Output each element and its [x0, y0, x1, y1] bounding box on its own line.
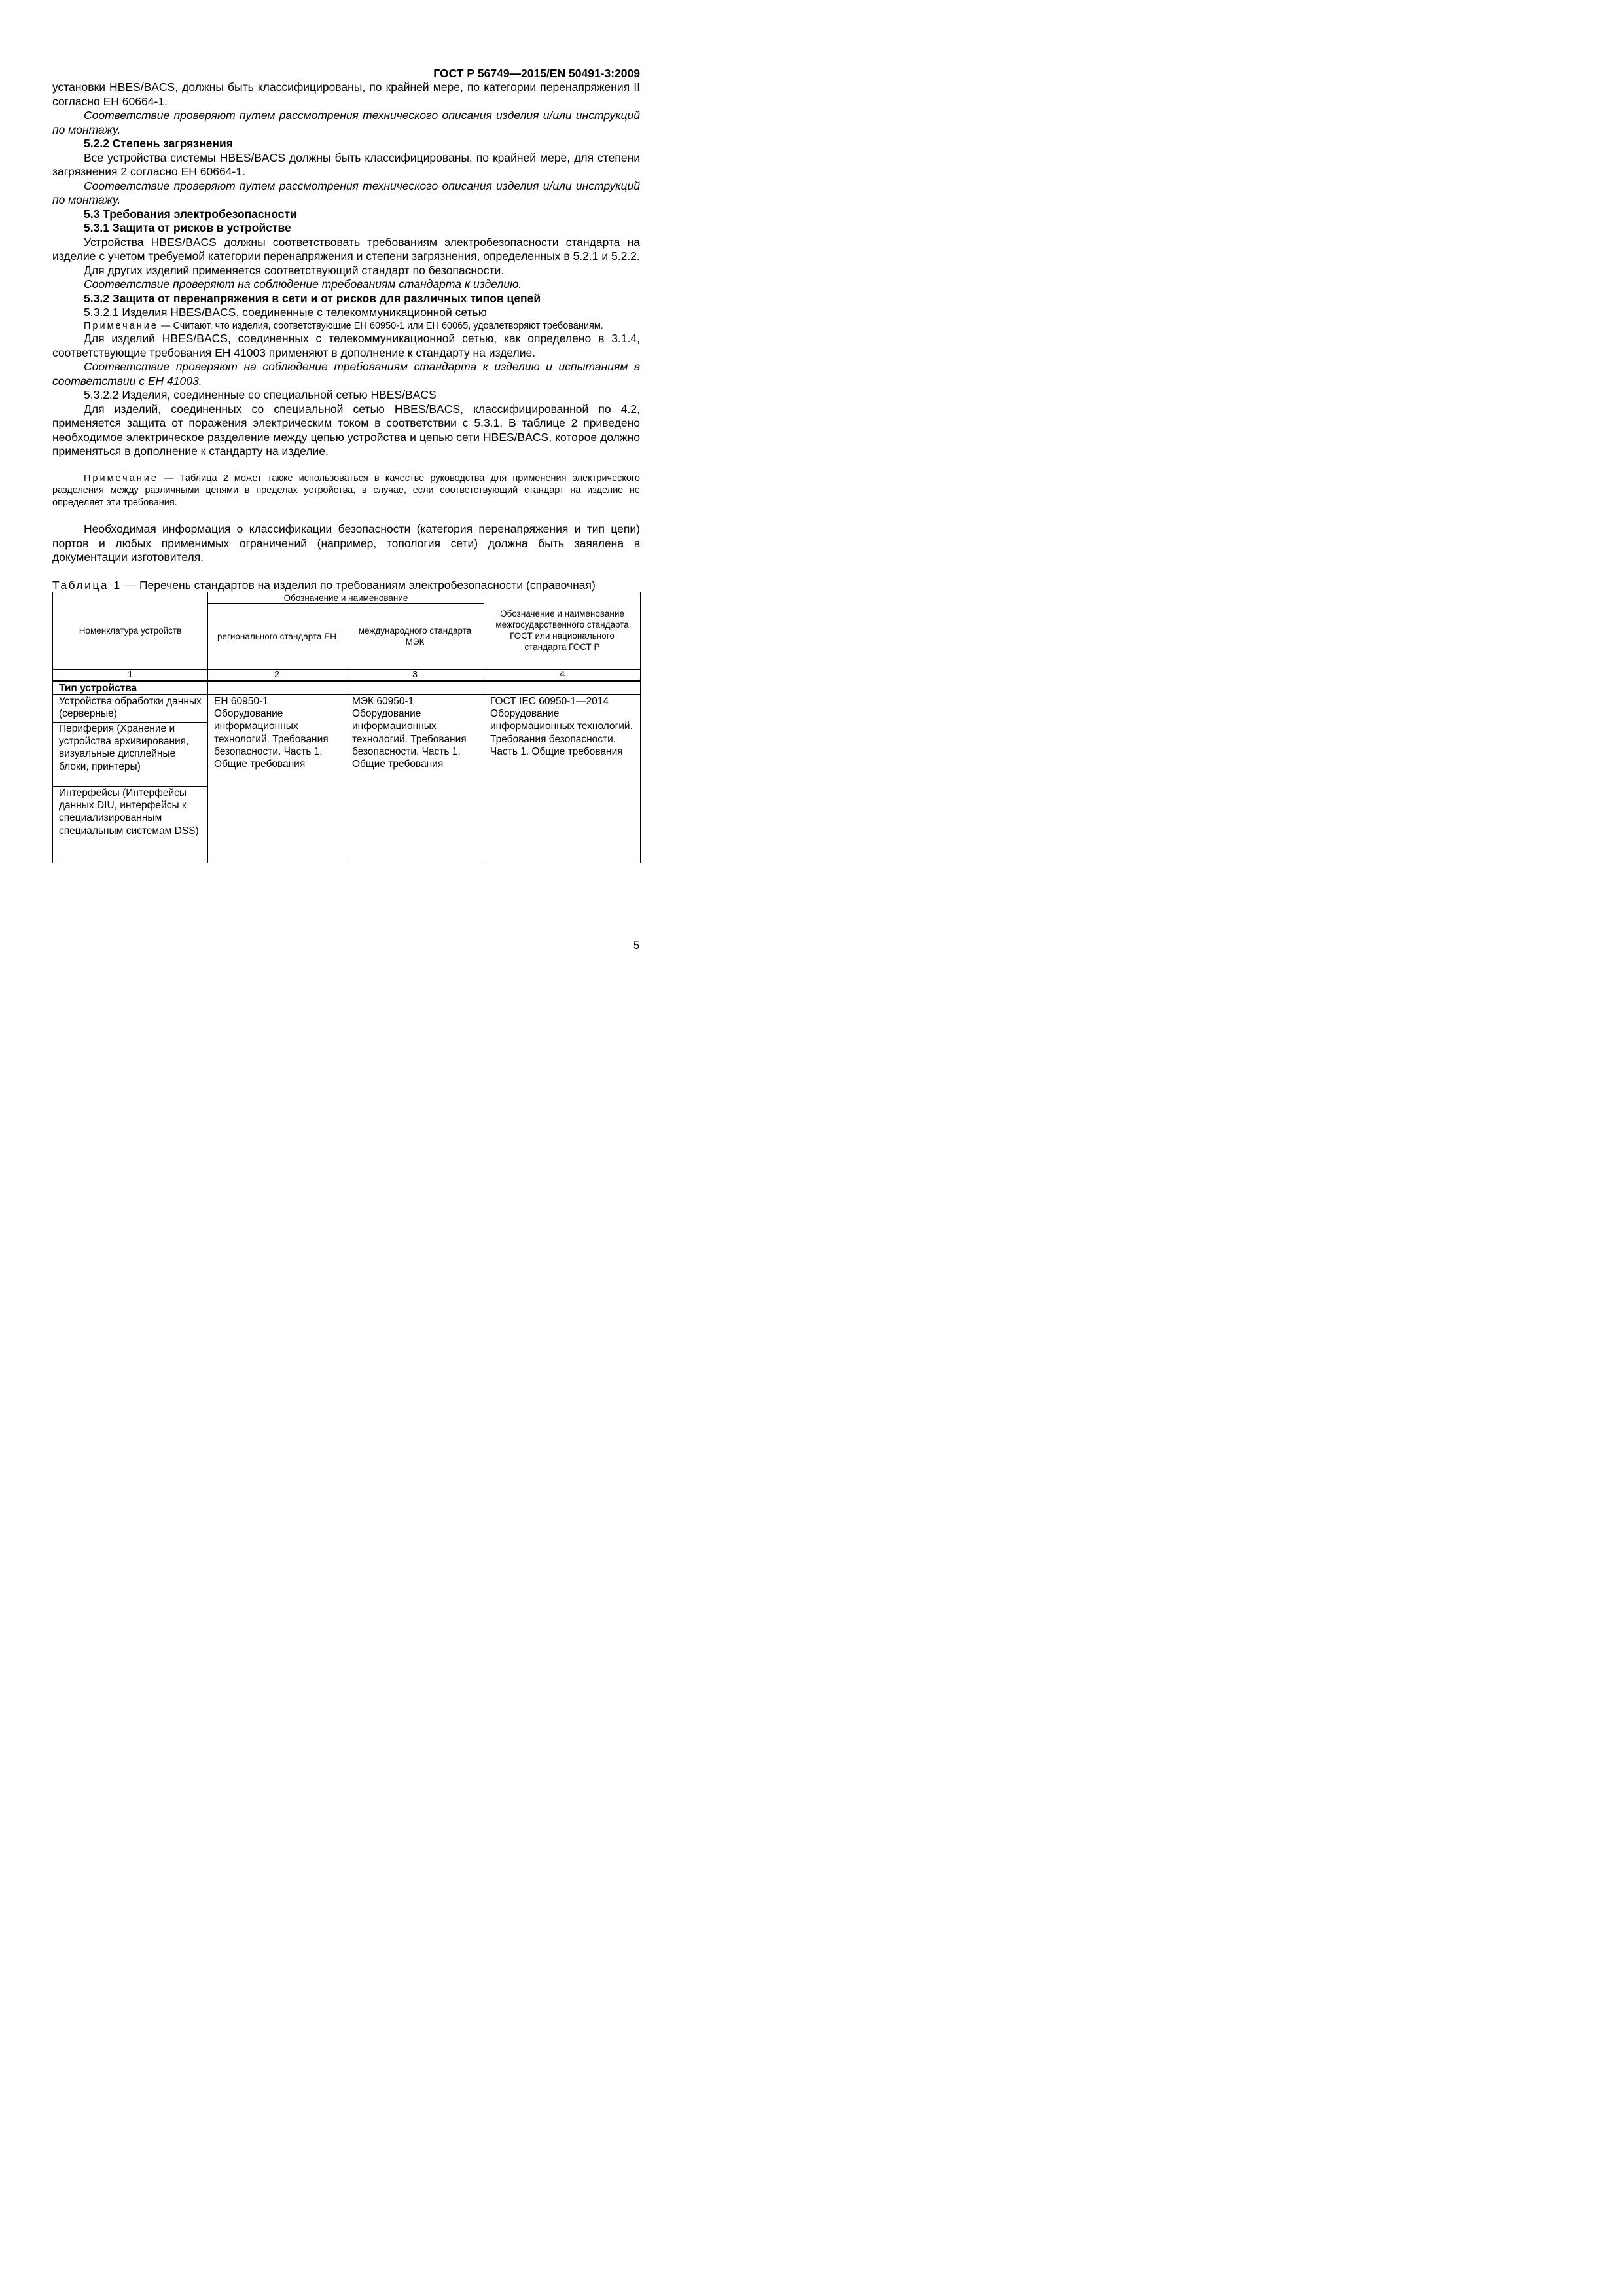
paragraph: установки HBES/BACS, должны быть классифицированы, по крайней мере, по категории перенапряжения II согласно ЕН 60664-1. [52, 81, 640, 108]
note [52, 320, 640, 332]
device-cell: Устройства обработки данных (серверные) [53, 694, 208, 722]
paragraph: Для других изделий применяется соответствующий стандарт по безопасности. [84, 263, 505, 277]
en-standard-cell: ЕН 60950-1 Оборудование информационных технологий. Требования безопасности. Часть 1. Общие требования [208, 694, 346, 863]
iec-standard-cell: МЭК 60950-1 Оборудование информационных технологий. Требования безопасности. Часть 1. Общие требования [346, 694, 484, 863]
empty-cell [346, 681, 484, 694]
col-header-group: Обозначение и наименование [208, 592, 484, 603]
spacer [52, 459, 640, 473]
paragraph: Необходимая информация о классификации безопасности (категория перенапряжения и тип цепи) портов и любых применимых ограничений (например, топология сети) должна быть заявлена в документации изготовителя. [52, 522, 640, 564]
col-number: 2 [208, 669, 346, 681]
spacer [52, 509, 640, 522]
col-number: 1 [53, 669, 208, 681]
paragraph: Для изделий, соединенных со специальной сетью HBES/BACS, классифицированной по 4.2, применяется защита от поражения электрическим током в соответствии с 5.3.1. В таблице 2 приведено необходимое электрическое разделение между цепью устройства и цепью сети HBES/BACS, которое должно применяться в дополнение к стандарту на изделие. [52, 402, 640, 457]
section-heading-5-2-2: 5.2.2 Степень загрязнения [84, 137, 233, 150]
page-content [52, 66, 640, 863]
section-heading-5-3-1: 5.3.1 Защита от рисков в устройстве [84, 221, 291, 234]
document-code: ГОСТ Р 56749—2015/EN 50491-3:2009 [433, 67, 640, 80]
paragraph: Все устройства системы HBES/BACS должны быть классифицированы, по крайней мере, для степени загрязнения 2 согласно ЕН 60664-1. [52, 151, 640, 178]
compliance-paragraph: Соответствие проверяют на соблюдение требованиям стандарта к изделию. [84, 278, 522, 291]
paragraph: Устройства HBES/BACS должны соответствовать требованиям электробезопасности стандарта на изделие с учетом требуемой категории перенапряжения и степени загрязнения, определенных в 5.2.1 и 5.2.2. [52, 235, 640, 262]
col-number: 3 [346, 669, 484, 681]
table-caption [52, 579, 640, 592]
compliance-paragraph: Соответствие проверяют путем рассмотрения технического описания изделия и/или инструкций по монтажу. [52, 109, 640, 136]
section-heading-5-3: 5.3 Требования электробезопасности [84, 207, 297, 221]
col-header-iec: международного стандарта МЭК [346, 603, 484, 669]
gost-standard-cell: ГОСТ IEC 60950-1—2014 Оборудование информационных технологий. Требования безопасности. Часть 1. Общие требования [484, 694, 641, 863]
spacer [52, 565, 640, 579]
table-caption-text: — Перечень стандартов на изделия по требованиям электробезопасности (справочная) [121, 578, 596, 592]
note-label: Примечание [84, 473, 158, 484]
note-text: — Таблица 2 может также использоваться в качестве руководства для применения электрического разделения между различными цепями в пределах устройства, в случае, если соответствующий стандарт на изделие не определяет эти требования. [52, 473, 640, 508]
col-header-en: регионального стандарта ЕН [208, 603, 346, 669]
compliance-paragraph: Соответствие проверяют на соблюдение требованиям стандарта к изделию и испытаниям в соответствии с ЕН 41003. [52, 360, 640, 387]
device-cell: Интерфейсы (Интерфейсы данных DIU, интерфейсы к специализированным специальным системам DSS) [53, 786, 208, 863]
col-header-devices: Номенклатура устройств [53, 592, 208, 669]
section-heading-5-3-2: 5.3.2 Защита от перенапряжения в сети и от рисков для различных типов цепей [84, 291, 541, 305]
document-page [0, 0, 721, 1021]
empty-cell [484, 681, 641, 694]
standards-table [52, 592, 641, 863]
section-heading-5-3-2-2: 5.3.2.2 Изделия, соединенные со специальной сетью HBES/BACS [84, 388, 437, 401]
col-header-gost: Обозначение и наименование межгосударственного стандарта ГОСТ или национального стандарта ГОСТ Р [484, 592, 641, 669]
table-caption-label: Таблица 1 [52, 578, 122, 592]
section-title-cell: Тип устройства [53, 681, 208, 694]
col-number: 4 [484, 669, 641, 681]
empty-cell [208, 681, 346, 694]
note-text: — Считают, что изделия, соответствующие ЕН 60950-1 или ЕН 60065, удовлетворяют требованиям. [158, 320, 603, 331]
page-number: 5 [633, 940, 639, 952]
paragraph: Для изделий HBES/BACS, соединенных с телекоммуникационной сетью, как определено в 3.1.4, соответствующие требования ЕН 41003 применяют в дополнение к стандарту на изделие. [52, 332, 640, 359]
compliance-paragraph: Соответствие проверяют путем рассмотрения технического описания изделия и/или инструкций по монтажу. [52, 179, 640, 206]
device-cell: Периферия (Хранение и устройства архивирования, визуальные дисплейные блоки, принтеры) [53, 722, 208, 786]
note [52, 473, 640, 509]
note-label: Примечание [84, 320, 158, 331]
section-heading-5-3-2-1: 5.3.2.1 Изделия HBES/BACS, соединенные с телекоммуникационной сетью [84, 306, 487, 319]
